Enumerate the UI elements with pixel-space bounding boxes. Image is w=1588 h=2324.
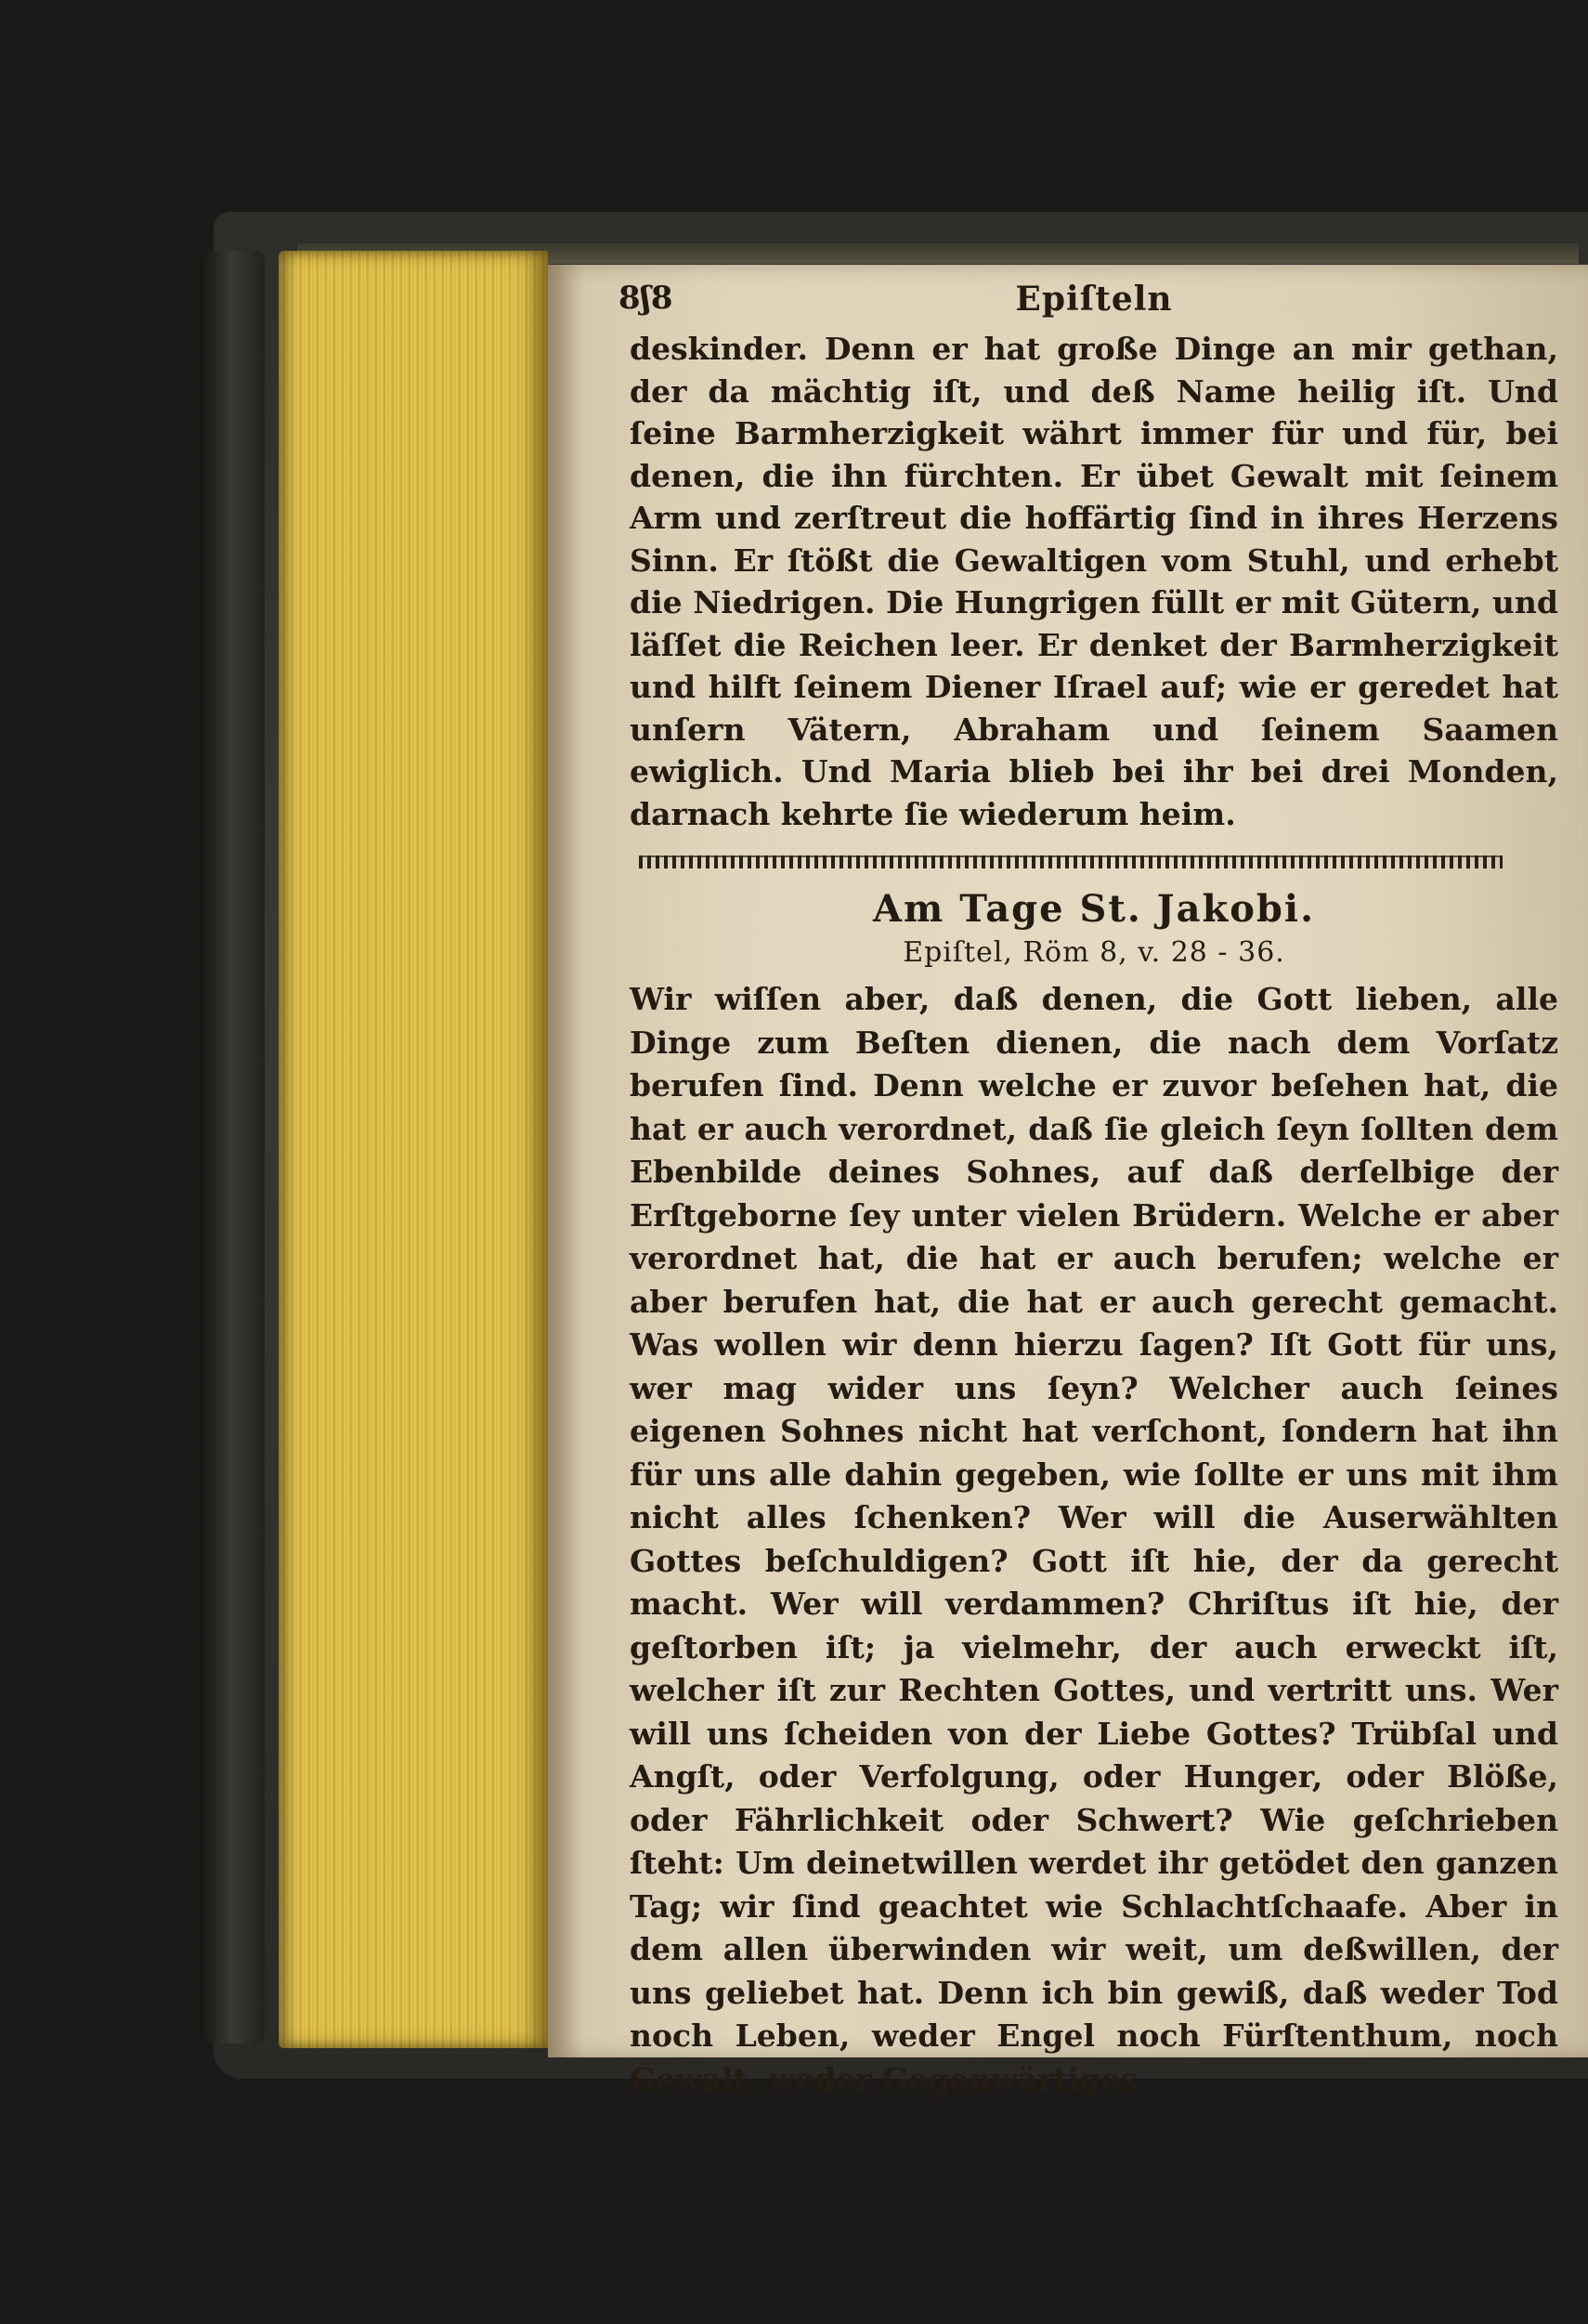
paragraph-epistle: Wir wiſſen aber, daß denen, die Gott lieben, alle Dinge zum Beſten dienen, die nach dem Vorſatz berufen ſind. Denn welche er zuvor beſehen hat, die hat er auch verordnet, daß ſie gleich ſeyn ſollten dem Ebenbilde deines Sohnes, auf daß derſelbige der Erſtgeborne ſey unter vielen Brüdern. Welche er aber verordnet hat, die hat er auch berufen; welche er aber berufen hat, die hat er auch gerecht gemacht. Was wollen wir denn hierzu ſagen? Iſt Gott für uns, wer mag wider uns ſeyn? Welcher auch ſeines eigenen Sohnes nicht hat verſchont, ſondern hat ihn für uns alle dahin gegeben, wie ſollte er uns mit ihm nicht alles ſchenken? Wer will die Auserwählten Gottes beſchuldigen? Gott iſt hie, der da gerecht macht. Wer will verdammen? Chriſtus iſt hie, der geſtorben iſt; ja vielmehr, der auch erweckt iſt, welcher iſt zur Rechten Gottes, und vertritt uns. Wer will uns ſcheiden von der Liebe Gottes? Trübſal und Angſt, oder Verfolgung, oder Hunger, oder Blöße, oder Fährlichkeit oder Schwert? Wie geſchrieben ſteht: Um deinetwillen werdet ihr getödet den ganzen Tag; wir ſind geachtet wie Schlachtſchaafe. Aber in dem allen überwinden wir weit, um deßwillen, der uns geliebet hat. Denn ich bin gewiß, daß weder Tod noch Leben, weder Engel noch Fürſtenthum, noch Gewalt, weder Gegenwärtiges — [630, 981, 1558, 2097]
decorative-rule — [639, 855, 1503, 868]
page-content — [618, 280, 1558, 2101]
book-page — [548, 265, 1588, 2097]
page-header — [618, 280, 1558, 322]
paragraph-magnificat: deskinder. Denn er hat große Dinge an mir gethan, der da mächtig iſt, und deß Name heilig iſt. Und ſeine Barmherzigkeit währt immer für und für, bei denen, die ihn fürchten. Er übet Gewalt mit ſeinem Arm und zerſtreut die hoffärtig ſind in ihres Herzens Sinn. Er ſtößt die Gewaltigen vom Stuhl, und erhebt die Niedrigen. Die Hungrigen füllt er mit Gütern, und läſſet die Reichen leer. Er denket der Barmherzigkeit und hilft ſeinem Diener Iſrael auf; wie er geredet hat unſern Vätern, Abraham und ſeinem Saamen ewiglich. Und Maria blieb bei ihr bei drei Monden, darnach kehrte ſie wiederum heim. — [630, 331, 1558, 832]
section-title: Am Tage St. Jakobi. — [872, 887, 1316, 931]
book-spine — [200, 251, 265, 2043]
page-number: 8ʃ8 — [618, 280, 673, 317]
running-head: Epiſteln — [1015, 280, 1173, 319]
section-reference: Epiſtel, Röm 8, v. 28 - 36. — [903, 936, 1285, 969]
gilded-page-edges — [279, 251, 548, 2048]
